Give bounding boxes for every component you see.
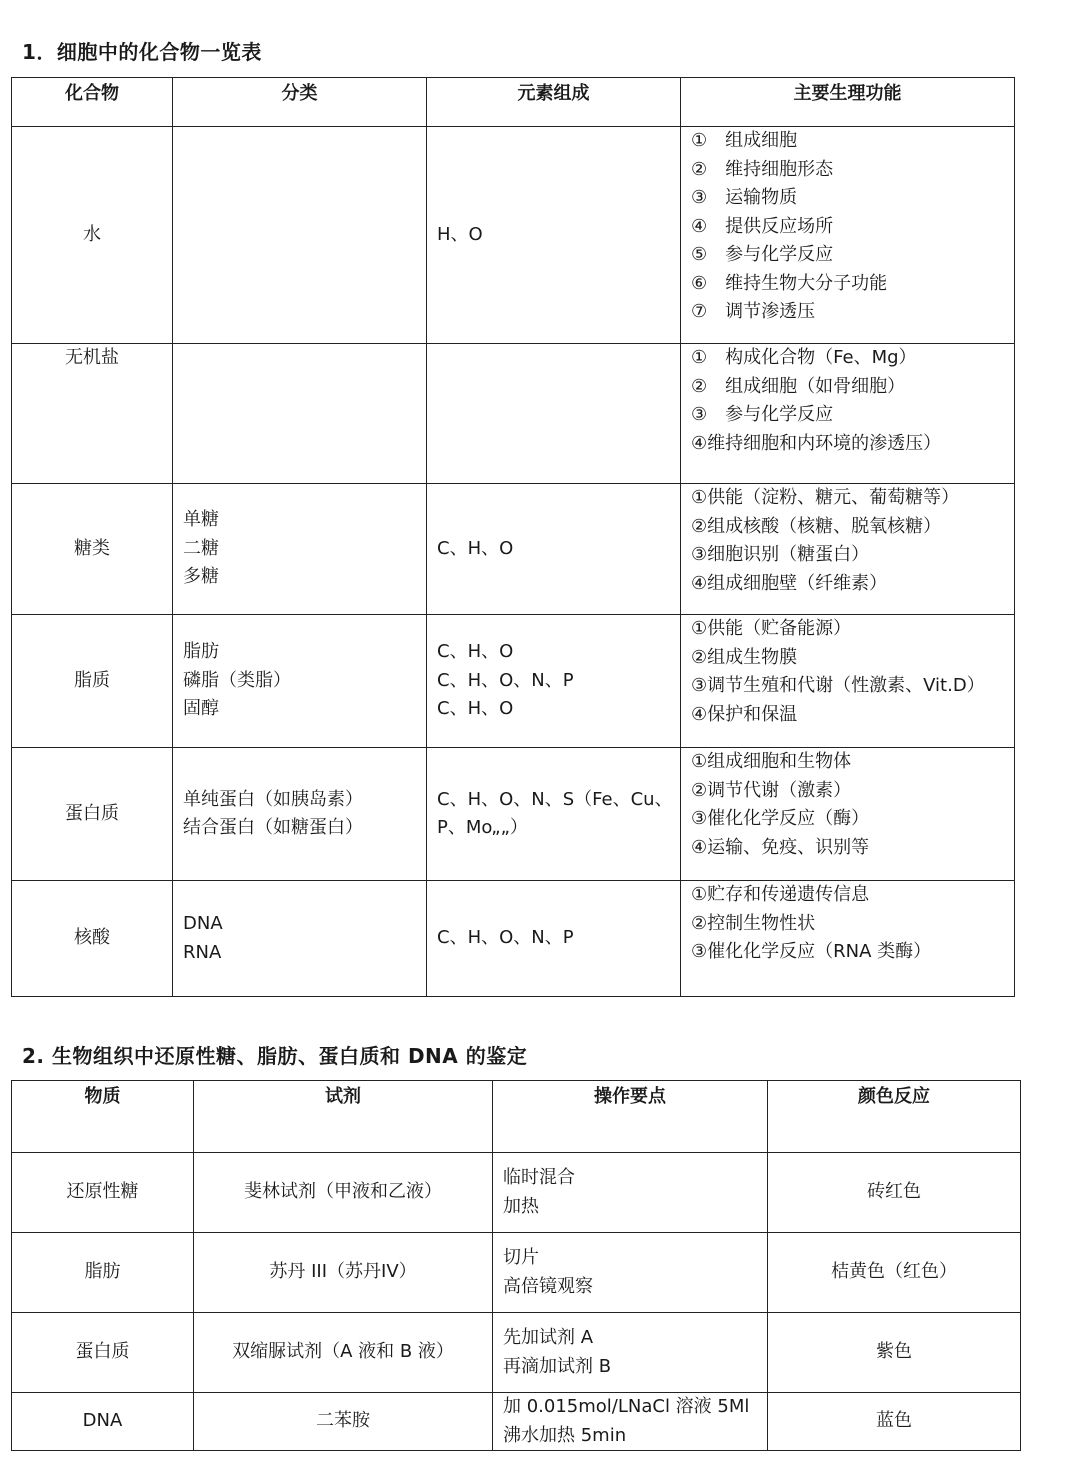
function-cell <box>681 881 1015 997</box>
class-line: 单纯蛋白（如胰岛素） <box>183 788 363 810</box>
compound-name: 无机盐 <box>12 344 173 484</box>
elements-line: C、H、O、N、P <box>437 927 574 949</box>
elements-cell <box>427 484 681 615</box>
function-line: ⑤ 参与化学反应 <box>691 244 834 265</box>
elements-line: C、H、O <box>437 698 514 720</box>
function-line: ④保护和保温 <box>691 703 798 725</box>
function-cell <box>681 615 1015 748</box>
steps-cell <box>493 1153 768 1233</box>
table-row <box>12 881 1015 997</box>
elements-cell <box>427 127 681 344</box>
step-line: 临时混合 <box>503 1167 575 1188</box>
class-cell <box>173 344 427 484</box>
elements-line: C、H、O <box>437 641 514 663</box>
table-row <box>12 1233 1021 1313</box>
substance-cell: 蛋白质 <box>12 1313 194 1393</box>
class-line: 固醇 <box>183 698 219 720</box>
class-cell <box>173 748 427 881</box>
function-line: ⑥ 维持生物大分子功能 <box>691 272 888 294</box>
section1-title: 1．细胞中的化合物一览表 <box>22 40 262 64</box>
compound-name: 糖类 <box>12 484 173 615</box>
function-line: ③ 运输物质 <box>691 187 798 208</box>
function-line: ②组成核酸（核糖、脱氧核糖） <box>691 515 942 537</box>
function-line: ①组成细胞和生物体 <box>691 751 852 772</box>
header-reagent: 试剂 <box>194 1081 493 1153</box>
elements-line: C、H、O、N、P <box>437 669 574 691</box>
function-line: ②调节代谢（激素） <box>691 779 852 801</box>
function-cell <box>681 344 1015 484</box>
function-line: ③ 参与化学反应 <box>691 404 834 425</box>
function-line: ② 组成细胞（如骨细胞） <box>691 375 906 397</box>
function-line: ②控制生物性状 <box>691 912 816 934</box>
class-line: 单糖 <box>183 509 219 531</box>
compound-name: 水 <box>12 127 173 344</box>
color-cell: 蓝色 <box>768 1393 1021 1451</box>
class-line: 脂肪 <box>183 641 219 663</box>
steps-cell <box>493 1393 768 1451</box>
table-row <box>12 748 1015 881</box>
header-steps: 操作要点 <box>493 1081 768 1153</box>
elements-line: C、H、O、N、S（Fe、Cu、 <box>437 788 673 810</box>
function-line: ③细胞识别（糖蛋白） <box>691 544 870 565</box>
function-line: ② 维持细胞形态 <box>691 158 834 180</box>
header-function: 主要生理功能 <box>681 78 1015 127</box>
step-line: 加热 <box>503 1195 539 1217</box>
table-row <box>12 615 1015 748</box>
reagent-cell: 双缩脲试剂（A 液和 B 液） <box>194 1313 493 1393</box>
table-row <box>12 484 1015 615</box>
reagent-cell: 斐林试剂（甲液和乙液） <box>194 1153 493 1233</box>
elements-cell <box>427 344 681 484</box>
elements-line: H、O <box>437 223 483 245</box>
substance-cell: 还原性糖 <box>12 1153 194 1233</box>
function-line: ④ 提供反应场所 <box>691 215 834 237</box>
function-line: ⑦ 调节渗透压 <box>691 301 816 322</box>
elements-cell <box>427 615 681 748</box>
step-line: 高倍镜观察 <box>503 1275 593 1297</box>
class-line: 磷脂（类脂） <box>183 669 291 691</box>
step-line: 切片 <box>503 1247 539 1268</box>
substance-cell: DNA <box>12 1393 194 1451</box>
table-row <box>12 1153 1021 1233</box>
class-line: 二糖 <box>183 537 219 559</box>
header-elements: 元素组成 <box>427 78 681 127</box>
table-row <box>12 1313 1021 1393</box>
steps-cell <box>493 1313 768 1393</box>
elements-line: P、Mo„„） <box>437 817 528 838</box>
color-cell: 紫色 <box>768 1313 1021 1393</box>
function-line: ③调节生殖和代谢（性激素、Vit.D） <box>691 675 985 696</box>
function-line: ③催化化学反应（酶） <box>691 808 870 829</box>
function-line: ①供能（淀粉、糖元、葡萄糖等） <box>691 487 960 508</box>
elements-cell <box>427 881 681 997</box>
elements-cell <box>427 748 681 881</box>
function-line: ① 组成细胞 <box>691 130 798 151</box>
header-class: 分类 <box>173 78 427 127</box>
steps-cell <box>493 1233 768 1313</box>
section2-title: 2. 生物组织中还原性糖、脂肪、蛋白质和 DNA 的鉴定 <box>22 1044 528 1068</box>
function-line: ④运输、免疫、识别等 <box>691 836 870 858</box>
class-line: 结合蛋白（如糖蛋白） <box>183 817 363 838</box>
identification-table <box>11 1080 1021 1451</box>
step-line: 沸水加热 5min <box>503 1424 627 1446</box>
class-line: DNA <box>183 913 223 934</box>
compound-name: 脂质 <box>12 615 173 748</box>
class-cell <box>173 127 427 344</box>
color-cell: 砖红色 <box>768 1153 1021 1233</box>
function-cell <box>681 484 1015 615</box>
header-compound: 化合物 <box>12 78 173 127</box>
header-color: 颜色反应 <box>768 1081 1021 1153</box>
compound-name: 核酸 <box>12 881 173 997</box>
compounds-table <box>11 77 1015 997</box>
class-line: RNA <box>183 941 222 963</box>
substance-cell: 脂肪 <box>12 1233 194 1313</box>
elements-line: C、H、O <box>437 537 514 559</box>
step-line: 先加试剂 A <box>503 1327 594 1348</box>
table-row <box>12 127 1015 344</box>
step-line: 加 0.015mol/LNaCl 溶液 5Ml <box>503 1396 750 1417</box>
table-row <box>12 344 1015 484</box>
class-cell <box>173 484 427 615</box>
compounds-header-row <box>12 78 1015 127</box>
class-cell <box>173 615 427 748</box>
function-line: ①供能（贮备能源） <box>691 618 852 639</box>
reagent-cell: 二苯胺 <box>194 1393 493 1451</box>
identification-header-row <box>12 1081 1021 1153</box>
function-cell <box>681 748 1015 881</box>
class-cell <box>173 881 427 997</box>
compound-name: 蛋白质 <box>12 748 173 881</box>
function-line: ④维持细胞和内环境的渗透压） <box>691 432 942 454</box>
function-line: ②组成生物膜 <box>691 646 798 668</box>
class-line: 多糖 <box>183 566 219 588</box>
reagent-cell: 苏丹 III（苏丹IV） <box>194 1233 493 1313</box>
header-substance: 物质 <box>12 1081 194 1153</box>
function-line: ①贮存和传递遗传信息 <box>691 884 870 905</box>
function-line: ③催化化学反应（RNA 类酶） <box>691 941 932 962</box>
function-cell <box>681 127 1015 344</box>
function-line: ④组成细胞壁（纤维素） <box>691 572 888 594</box>
step-line: 再滴加试剂 B <box>503 1355 612 1377</box>
color-cell: 桔黄色（红色） <box>768 1233 1021 1313</box>
function-line: ① 构成化合物（Fe、Mg） <box>691 347 917 368</box>
table-row <box>12 1393 1021 1451</box>
